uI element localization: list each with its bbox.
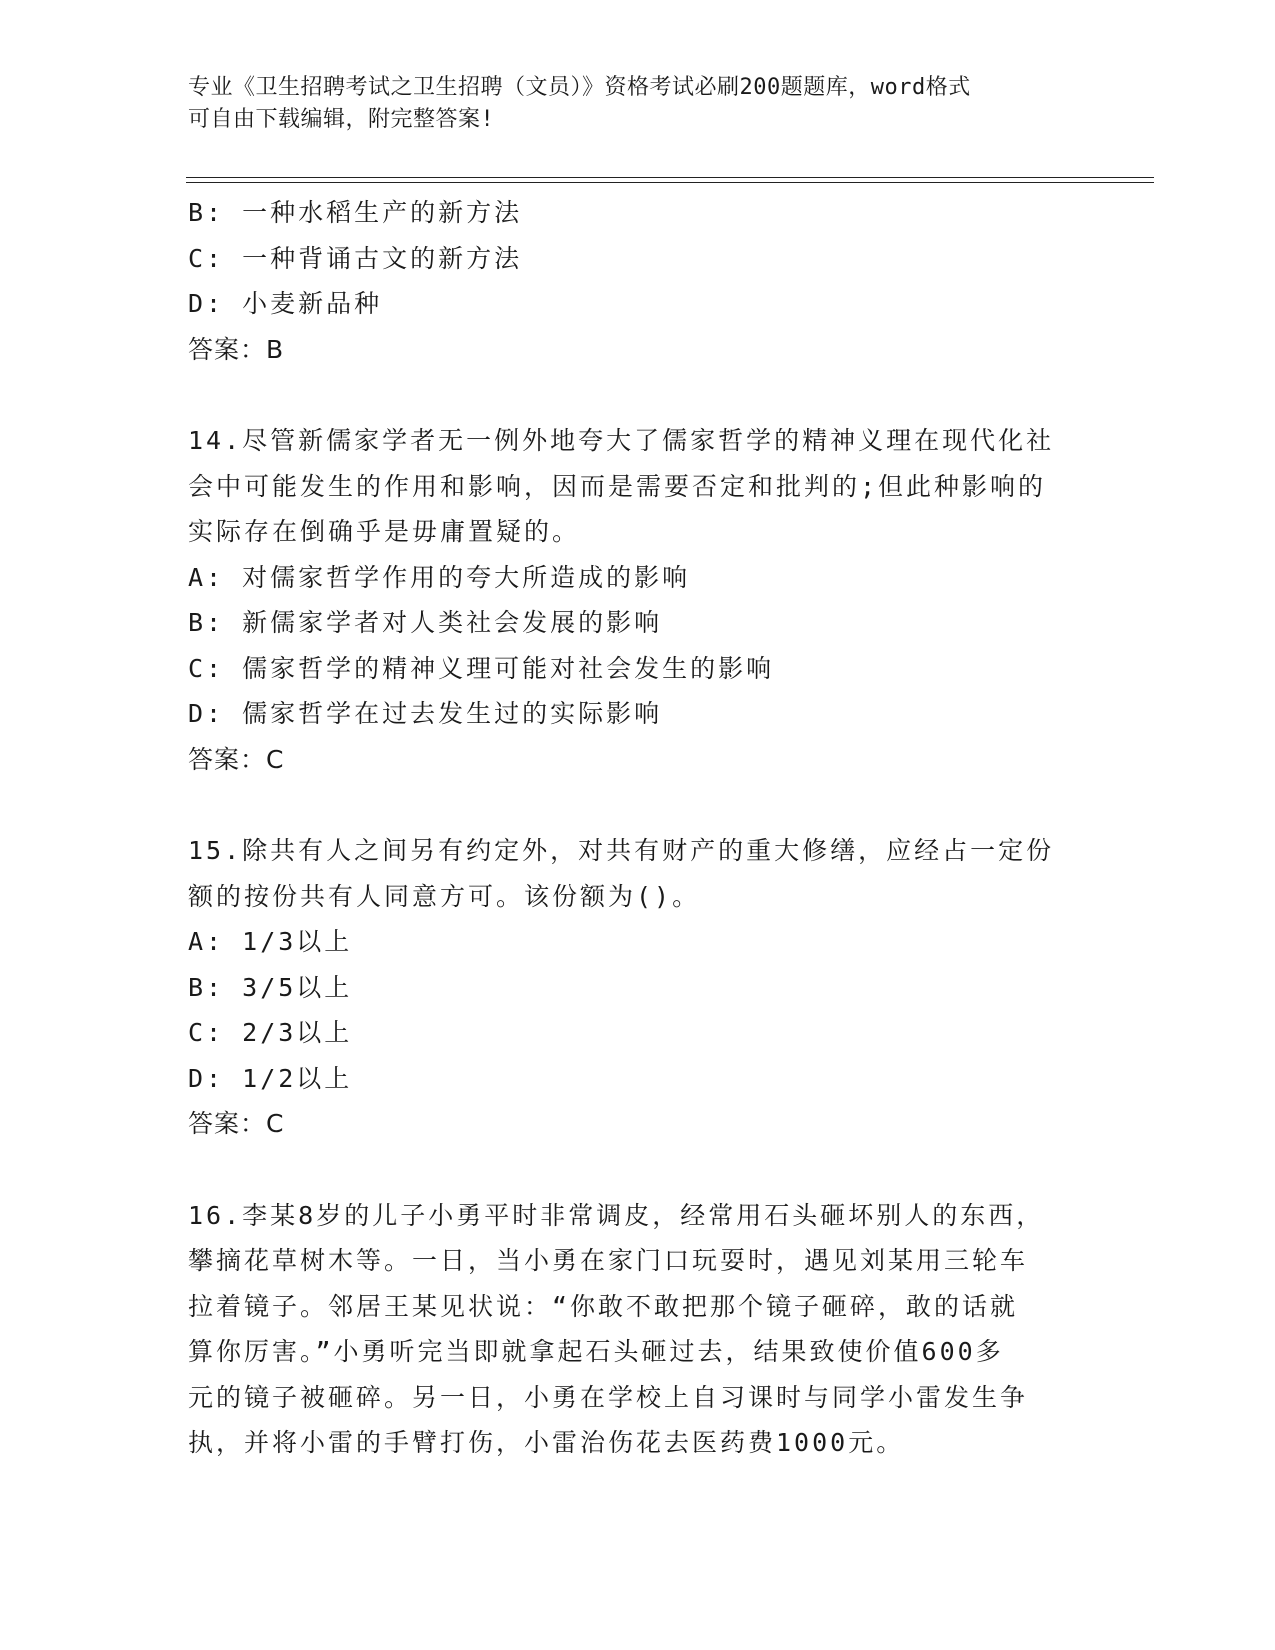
question-15 [188, 828, 1088, 1147]
spacer [188, 372, 1088, 418]
question-14 [188, 418, 1088, 782]
option-b: B: 3/5以上 [188, 972, 353, 1002]
question-stem-line: 攀摘花草树木等。一日，当小勇在家门口玩耍时，遇见刘某用三轮车 [188, 1246, 1029, 1275]
question-16 [188, 1193, 1088, 1466]
option-c: C: 2/3以上 [188, 1018, 353, 1047]
question-stem-line: 额的按份共有人同意方可。该份额为()。 [188, 881, 701, 911]
question-list [188, 190, 1088, 1466]
question-stem-line: 拉着镜子。邻居王某见状说：“你敢不敢把那个镜子砸碎，敢的话就 [188, 1291, 1019, 1321]
spacer [188, 782, 1088, 828]
option-d: D: 小麦新品种 [188, 289, 383, 318]
question-stem-line: 实际存在倒确乎是毋庸置疑的。 [188, 517, 581, 546]
question-stem-line: 算你厉害。”小勇听完当即就拿起石头砸过去，结果致使价值600多 [188, 1337, 1004, 1366]
option-d: D: 1/2以上 [188, 1063, 353, 1093]
question-stem-line: 16.李某8岁的儿子小勇平时非常调皮，经常用石头砸坏别人的东西， [188, 1200, 1045, 1230]
question-stem-line: 15.除共有人之间另有约定外，对共有财产的重大修缮，应经占一定份 [188, 836, 1055, 865]
header-line-2: 可自由下载编辑，附完整答案! [188, 107, 495, 132]
option-d: D: 儒家哲学在过去发生过的实际影响 [188, 699, 663, 728]
document-header [188, 72, 1068, 136]
question-stem-line: 执，并将小雷的手臂打伤，小雷治伤花去医药费1000元。 [188, 1428, 905, 1457]
answer-line: 答案：B [188, 334, 285, 364]
answer-line: 答案：C [188, 744, 285, 774]
header-line-1: 专业《卫生招聘考试之卫生招聘（文员）》资格考试必刷200题题库，word格式 [188, 75, 971, 100]
answer-line: 答案：C [188, 1109, 285, 1138]
option-a: A: 1/3以上 [188, 927, 353, 956]
header-rule-bottom [186, 182, 1154, 183]
option-b: B: 一种水稻生产的新方法 [188, 198, 523, 227]
option-b: B: 新儒家学者对人类社会发展的影响 [188, 608, 663, 637]
question-stem-line: 会中可能发生的作用和影响，因而是需要否定和批判的;但此种影响的 [188, 471, 1047, 501]
question-stem-line: 14.尽管新儒家学者无一例外地夸大了儒家哲学的精神义理在现代化社 [188, 426, 1055, 455]
option-c: C: 一种背诵古文的新方法 [188, 243, 523, 273]
option-c: C: 儒家哲学的精神义理可能对社会发生的影响 [188, 653, 775, 683]
question-stem-line: 元的镜子被砸碎。另一日，小勇在学校上自习课时与同学小雷发生争 [188, 1382, 1029, 1412]
spacer [188, 1147, 1088, 1193]
option-a: A: 对儒家哲学作用的夸大所造成的影响 [188, 562, 691, 592]
header-rule-top [186, 177, 1154, 178]
question-13-tail [188, 190, 1088, 372]
